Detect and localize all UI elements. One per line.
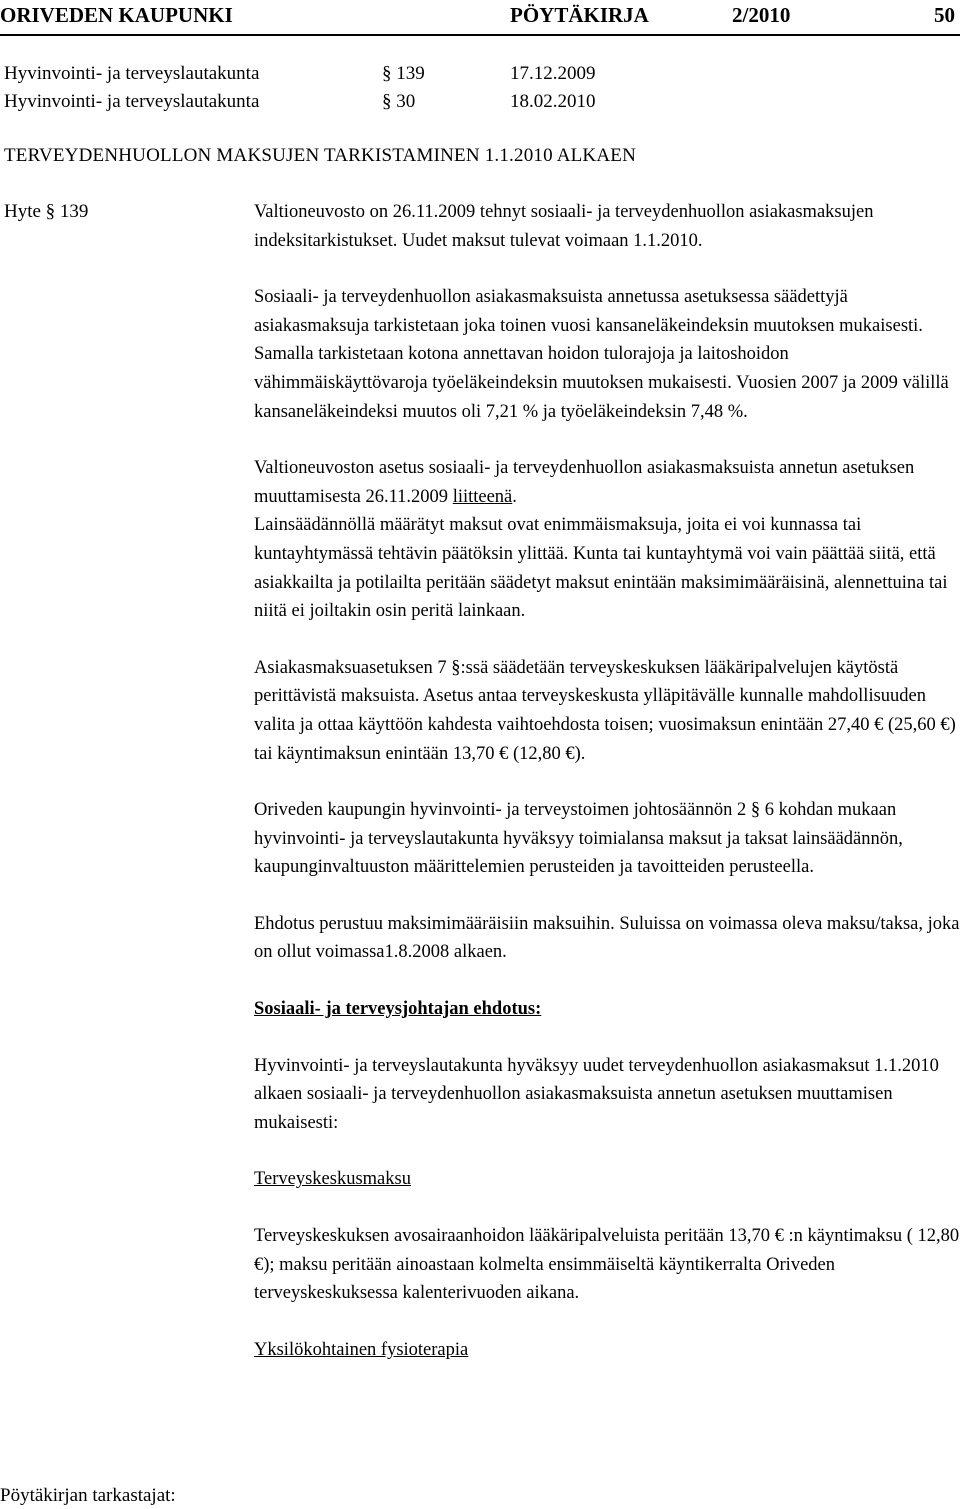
footer-reviewers: Pöytäkirjan tarkastajat:: [0, 1485, 176, 1506]
paragraph: Asiakasmaksuasetuksen 7 §:ssä säädetään terveyskeskuksen lääkäripalvelujen käytöstä perittävistä maksuista. Asetus antaa terveyskeskusta ylläpitävälle kunnalle mahdollisuuden valita ja ottaa käyttöön kahdesta vaihtoehdosta toisen; vuosimaksun enintään 27,40 € (25,60 €) tai käyntimaksun enintään 13,70 € (12,80 €).: [254, 657, 956, 764]
document-title: TERVEYDENHUOLLON MAKSUJEN TARKISTAMINEN 1.1.2010 ALKAEN: [4, 145, 636, 166]
meeting-board: Hyvinvointi- ja terveyslautakunta: [4, 63, 260, 84]
paragraph: Hyvinvointi- ja terveyslautakunta hyväksyy uudet terveydenhuollon asiakasmaksut 1.1.2010 alkaen sosiaali- ja terveydenhuollon asiakasmaksuista annetun asetuksen muuttamisen mukaisesti:: [254, 1055, 939, 1133]
meeting-board: Hyvinvointi- ja terveyslautakunta: [4, 91, 260, 112]
paragraph: [254, 454, 960, 511]
meeting-row: [4, 60, 944, 88]
page-header: [0, 0, 960, 30]
document-body: [254, 198, 960, 1392]
paragraph: Oriveden kaupungin hyvinvointi- ja terveystoimen johtosäännön 2 § 6 kohdan mukaan hyvinvointi- ja terveyslautakunta hyväksyy toimialansa maksut ja taksat lainsäädännön, kaupunginvaltuuston määrittelemien perusteiden ja tavoitteiden perusteella.: [254, 800, 903, 878]
meeting-section: § 30: [382, 91, 416, 112]
paragraph: Ehdotus perustuu maksimimääräisiin maksuihin. Suluissa on voimassa oleva maksu/taksa, joka on ollut voimassa1.8.2008 alkaen.: [254, 913, 960, 963]
organization-name: ORIVEDEN KAUPUNKI: [0, 3, 233, 27]
paragraph: Valtioneuvosto on 26.11.2009 tehnyt sosiaali- ja terveydenhuollon asiakasmaksujen indeksitarkistukset. Uudet maksut tulevat voimaan 1.1.2010.: [254, 202, 874, 251]
paragraph-text: .: [512, 486, 517, 507]
meeting-row: [4, 88, 944, 116]
paragraph: Sosiaali- ja terveydenhuollon asiakasmaksuista annetussa asetuksessa säädettyjä asiakasmaksuja tarkistetaan joka toinen vuosi kansaneläkeindeksin muutoksen mukaisesti. Samalla tarkistetaan kotona annettavan hoidon tulorajoja ja laitoshoidon vähimmäiskäyttövaroja työeläkeindeksin muutoksen mukaisesti. Vuosien 2007 ja 2009 välillä kansaneläkeindeksi muutos oli 7,21 % ja työeläkeindeksin 7,48 %.: [254, 287, 949, 422]
proposal-heading: Sosiaali- ja terveysjohtajan ehdotus:: [254, 999, 542, 1020]
header-divider: [0, 34, 960, 36]
document-type: PÖYTÄKIRJA: [510, 3, 649, 27]
attachment-link[interactable]: liitteenä: [452, 486, 513, 507]
paragraph: Terveyskeskuksen avosairaanhoidon lääkäripalveluista peritään 13,70 € :n käyntimaksu ( 12,80 €); maksu peritään ainoastaan kolmelta ensimmäiseltä käyntikerralta Oriveden terveyskeskuksessa kalenterivuoden aikana.: [254, 1226, 960, 1304]
section-label: Hyte § 139: [4, 201, 89, 222]
paragraph: Lainsäädännöllä määrätyt maksut ovat enimmäismaksuja, joita ei voi kunnassa tai kuntayhtymässä tehtävin päätöksin ylittää. Kunta tai kuntayhtymä voi vain päättää siitä, että asiakkailta ja potilailta peritään säädetyt maksut enintään maksimimääräisinä, alennettuina tai niitä ei joiltakin osin peritä lainkaan.: [254, 515, 948, 622]
page-number: 50: [934, 3, 955, 27]
paragraph-text: Valtioneuvoston asetus sosiaali- ja terveydenhuollon asiakasmaksuista annetun asetuksen muuttamisesta 26.11.2009: [254, 458, 915, 507]
meeting-section: § 139: [382, 63, 425, 84]
document-issue: 2/2010: [732, 3, 791, 27]
meeting-date: 18.02.2010: [510, 91, 596, 112]
subsection-heading: Yksilökohtainen fysioterapia: [254, 1339, 469, 1360]
subsection-heading: Terveyskeskusmaksu: [254, 1169, 411, 1190]
meeting-date: 17.12.2009: [510, 63, 596, 84]
